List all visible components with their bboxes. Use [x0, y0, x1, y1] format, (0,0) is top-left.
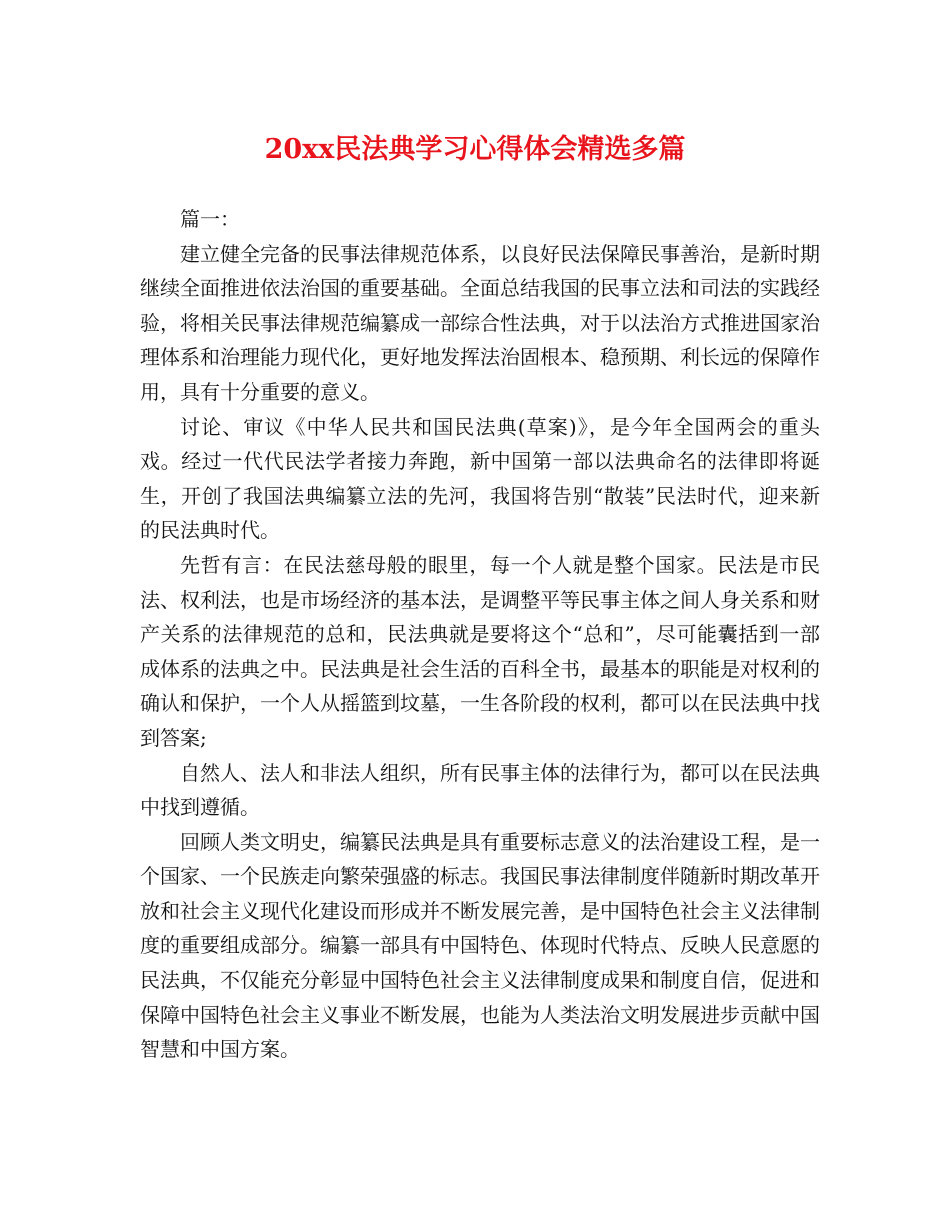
document-title: 20xx民法典学习心得体会精选多篇: [264, 134, 686, 165]
paragraph: 自然人、法人和非法人组织，所有民事主体的法律行为，都可以在民法典中找到遵循。: [140, 760, 820, 820]
paragraph: 建立健全完备的民事法律规范体系，以良好民法保障民事善治，是新时期继续全面推进依法治国的重要基础。全面总结我国的民事立法和司法的实践经验，将相关民事法律规范编纂成一部综合性法典，对于以法治方式推进国家治理体系和治理能力现代化，更好地发挥法治固根本、稳预期、利长远的保障作用，具有十分重要的意义。: [140, 241, 820, 404]
paragraph: 讨论、审议《中华人民共和国民法典(草案)》，是今年全国两会的重头戏。经过一代代民法学者接力奔跑，新中国第一部以法典命名的法律即将诞生，开创了我国法典编纂立法的先河，我国将告别“散装”民法时代，迎来新的民法典时代。: [140, 414, 820, 543]
document-body: [140, 202, 820, 1067]
paragraph: 先哲有言：在民法慈母般的眼里，每一个人就是整个国家。民法是市民法、权利法，也是市场经济的基本法，是调整平等民事主体之间人身关系和财产关系的法律规范的总和，民法典就是要将这个“总和”，尽可能囊括到一部成体系的法典之中。民法典是社会生活的百科全书，最基本的职能是对权利的确认和保护，一个人从摇篮到坟墓，一生各阶段的权利，都可以在民法典中找到答案;: [140, 552, 820, 750]
paragraph: 回顾人类文明史，编纂民法典是具有重要标志意义的法治建设工程，是一个国家、一个民族走向繁荣强盛的标志。我国民事法律制度伴随新时期改革开放和社会主义现代化建设而形成并不断发展完善，是中国特色社会主义法律制度的重要组成部分。编纂一部具有中国特色、体现时代特点、反映人民意愿的民法典，不仅能充分彰显中国特色社会主义法律制度成果和制度自信，促进和保障中国特色社会主义事业不断发展，也能为人类法治文明发展进步贡献中国智慧和中国方案。: [140, 829, 820, 1062]
section-label: 篇一：: [180, 207, 240, 231]
